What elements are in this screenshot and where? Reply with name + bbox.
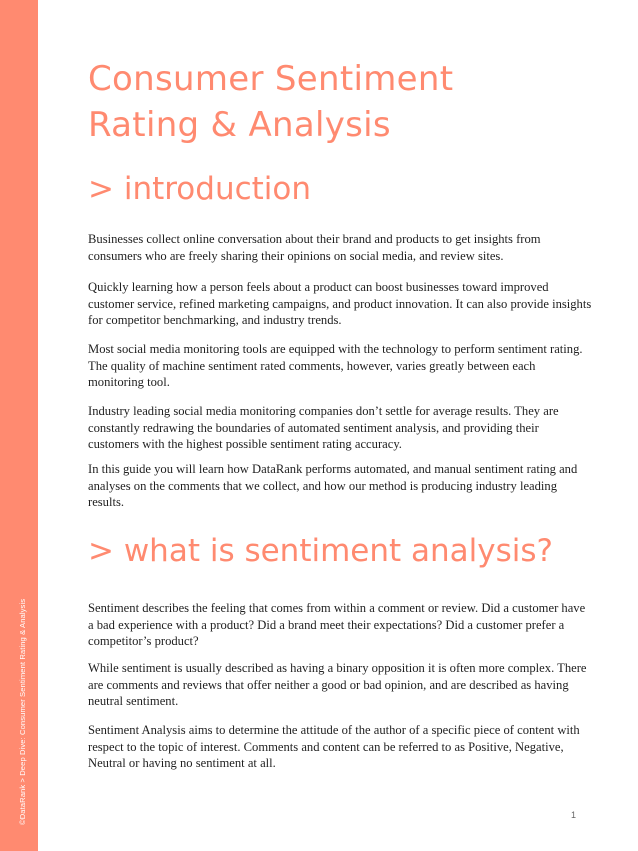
intro-paragraph-2: Quickly learning how a person feels about a product can boost businesses toward improved customer service, refined marketing campaigns, and product innovation. It can also provide insights for competitor benchmarking, and industry trends.: [88, 280, 592, 327]
page-title-line-1: Consumer Sentiment: [88, 59, 454, 99]
section-heading-what-is-sentiment-analysis: > what is sentiment analysis?: [88, 533, 553, 569]
sentiment-paragraph-3: Sentiment Analysis aims to determine the attitude of the author of a specific piece of content with respect to the topic of interest. Comments and content can be referred to as Positive, Negative, Neutral or having no sentiment at all.: [88, 723, 580, 770]
page-title: [88, 56, 453, 148]
page-number: 1: [571, 810, 577, 820]
section-heading-introduction: > introduction: [88, 171, 312, 207]
intro-paragraph-4: Industry leading social media monitoring companies don’t settle for average results. They are constantly redrawing the boundaries of automated sentiment analysis, and providing their customers with the highest possible sentiment rating accuracy.: [88, 404, 559, 451]
sentiment-paragraph-1: Sentiment describes the feeling that comes from within a comment or review. Did a customer have a bad experience with a product? Did a brand meet their expectations? Did a customer prefer a competitor’s product?: [88, 601, 586, 648]
intro-paragraph-1: Businesses collect online conversation about their brand and products to get insights from consumers who are freely sharing their opinions on social media, and review sites.: [88, 232, 541, 263]
sentiment-paragraph-2: While sentiment is usually described as having a binary opposition it is often more complex. There are comments and reviews that offer neither a good or bad opinion, and are described as having neutral sentiment.: [88, 661, 587, 708]
intro-paragraph-3: Most social media monitoring tools are equipped with the technology to perform sentiment rating. The quality of machine sentiment rated comments, however, varies greatly between each monitoring tool.: [88, 342, 583, 389]
sidebar-accent-bar: [0, 0, 38, 851]
page-title-line-2: Rating & Analysis: [88, 105, 391, 145]
intro-paragraph-5: In this guide you will learn how DataRank performs automated, and manual sentiment rating and analyses on the comments that we collect, and how our method is producing industry leading results.: [88, 462, 578, 509]
sidebar-footer-text: ©DataRank > Deep Dive: Consumer Sentiment Rating & Analysis: [18, 598, 27, 825]
